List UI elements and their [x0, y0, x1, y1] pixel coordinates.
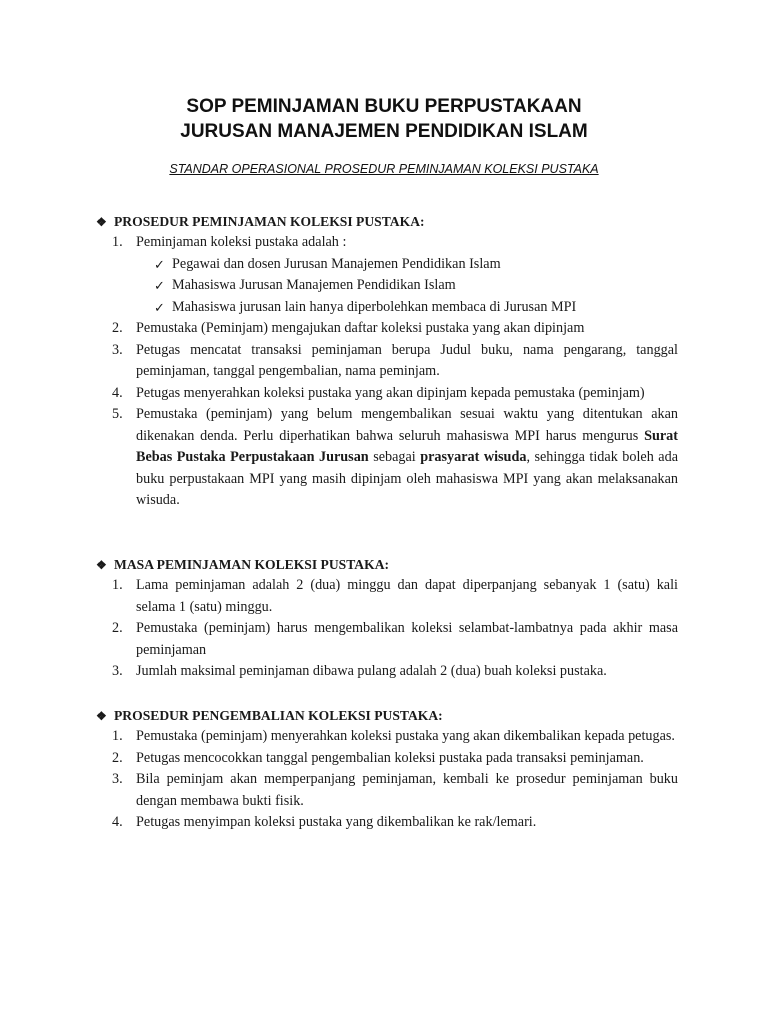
item-number: 3. — [112, 341, 123, 358]
list-item — [96, 748, 678, 770]
item-text: , sehingga tidak boleh ada buku perpustakaan MPI yang masih dipinjam oleh mahasiswa MPI yang akan melaksanakan wisuda. — [136, 449, 678, 508]
item-text: Petugas mencatat transaksi peminjaman berupa Judul buku, nama pengarang, tanggal peminjaman, tanggal pengembalian, nama peminjam. — [136, 341, 678, 379]
item-number: 2. — [112, 320, 123, 336]
item-number: 4. — [112, 814, 123, 830]
procedure-list — [96, 726, 678, 834]
item-number: 3. — [112, 771, 123, 787]
sub-item-text: Pegawai dan dosen Jurusan Manajemen Pendidikan Islam — [172, 255, 501, 272]
item-text-bold: prasyarat wisuda — [420, 449, 527, 465]
list-item — [96, 318, 678, 340]
list-item — [96, 383, 678, 405]
section-heading-text: PROSEDUR PENGEMBALIAN KOLEKSI PUSTAKA: — [114, 708, 443, 723]
item-text: Pemustaka (peminjam) harus mengembalikan koleksi selambat-lambatnya pada akhir masa peminjaman — [136, 620, 678, 658]
item-text-bold: Surat Bebas Pustaka Perpustakaan Jurusan — [136, 427, 678, 465]
list-item — [96, 769, 678, 812]
item-number: 2. — [112, 749, 123, 766]
check-icon: ✓ — [154, 278, 165, 293]
item-text: Jumlah maksimal peminjaman dibawa pulang adalah 2 (dua) buah koleksi pustaka. — [136, 663, 607, 679]
item-text: Bila peminjam akan memperpanjang peminjaman, kembali ke prosedur peminjaman buku dengan membawa bukti fisik. — [136, 771, 678, 809]
list-item — [96, 661, 678, 683]
sub-item-text: Mahasiswa jurusan lain hanya diperbolehkan membaca di Jurusan MPI — [172, 298, 577, 315]
item-text: Pemustaka (peminjam) yang belum mengembalikan sesuai waktu yang ditentukan akan dikenakan denda. Perlu diperhatikan bahwa seluruh mahasiswa MPI harus mengurus — [136, 406, 678, 444]
item-text: Petugas mencocokkan tanggal pengembalian koleksi pustaka pada transaksi peminjaman. — [136, 749, 644, 766]
title-line-2: JURUSAN MANAJEMEN PENDIDIKAN ISLAM — [180, 121, 588, 142]
item-text: Petugas menyerahkan koleksi pustaka yang akan dipinjam kepada pemustaka (peminjam) — [136, 384, 645, 401]
item-number: 1. — [112, 234, 123, 250]
list-item — [96, 232, 678, 318]
sub-list-item — [136, 297, 678, 319]
sub-list — [136, 254, 678, 319]
diamond-bullet-icon: ❖ — [96, 709, 107, 723]
sub-list-item — [136, 275, 678, 297]
section-heading — [96, 211, 678, 232]
section-heading — [96, 705, 678, 726]
item-text: Lama peminjaman adalah 2 (dua) minggu dan dapat diperpanjang sebanyak 1 (satu) kali selama 1 (satu) minggu. — [136, 577, 678, 615]
item-text: Peminjaman koleksi pustaka adalah : — [136, 234, 347, 250]
list-item — [96, 575, 678, 618]
item-number: 2. — [112, 620, 123, 636]
diamond-bullet-icon: ❖ — [96, 215, 107, 229]
item-number: 3. — [112, 663, 123, 679]
section-pengembalian — [96, 705, 678, 834]
item-text: Petugas menyimpan koleksi pustaka yang dikembalikan ke rak/lemari. — [136, 814, 537, 830]
item-number: 5. — [112, 406, 123, 422]
list-item — [96, 618, 678, 661]
sub-list-item — [136, 254, 678, 276]
procedure-list — [96, 575, 678, 683]
item-number: 1. — [112, 577, 123, 593]
section-heading — [96, 554, 678, 575]
check-icon: ✓ — [154, 299, 165, 315]
section-heading-text: MASA PEMINJAMAN KOLEKSI PUSTAKA: — [114, 557, 390, 572]
check-icon: ✓ — [154, 256, 165, 272]
section-peminjaman — [96, 211, 678, 512]
subtitle: STANDAR OPERASIONAL PROSEDUR PEMINJAMAN KOLEKSI PUSTAKA — [169, 162, 599, 176]
list-item — [96, 404, 678, 512]
item-number: 4. — [112, 384, 123, 401]
section-masa — [96, 554, 678, 683]
item-text: Pemustaka (peminjam) menyerahkan koleksi pustaka yang akan dikembalikan kepada petugas. — [136, 728, 675, 744]
item-text: Pemustaka (Peminjam) mengajukan daftar koleksi pustaka yang akan dipinjam — [136, 320, 585, 336]
list-item — [96, 812, 678, 834]
item-text: sebagai — [368, 449, 421, 465]
title-line-1: SOP PEMINJAMAN BUKU PERPUSTAKAAN — [186, 96, 582, 117]
section-heading-text: PROSEDUR PEMINJAMAN KOLEKSI PUSTAKA: — [114, 214, 425, 229]
list-item — [96, 340, 678, 383]
procedure-list — [96, 232, 678, 512]
list-item — [96, 726, 678, 748]
sub-item-text: Mahasiswa Jurusan Manajemen Pendidikan Islam — [172, 277, 456, 293]
diamond-bullet-icon: ❖ — [96, 558, 107, 572]
item-number: 1. — [112, 728, 123, 744]
